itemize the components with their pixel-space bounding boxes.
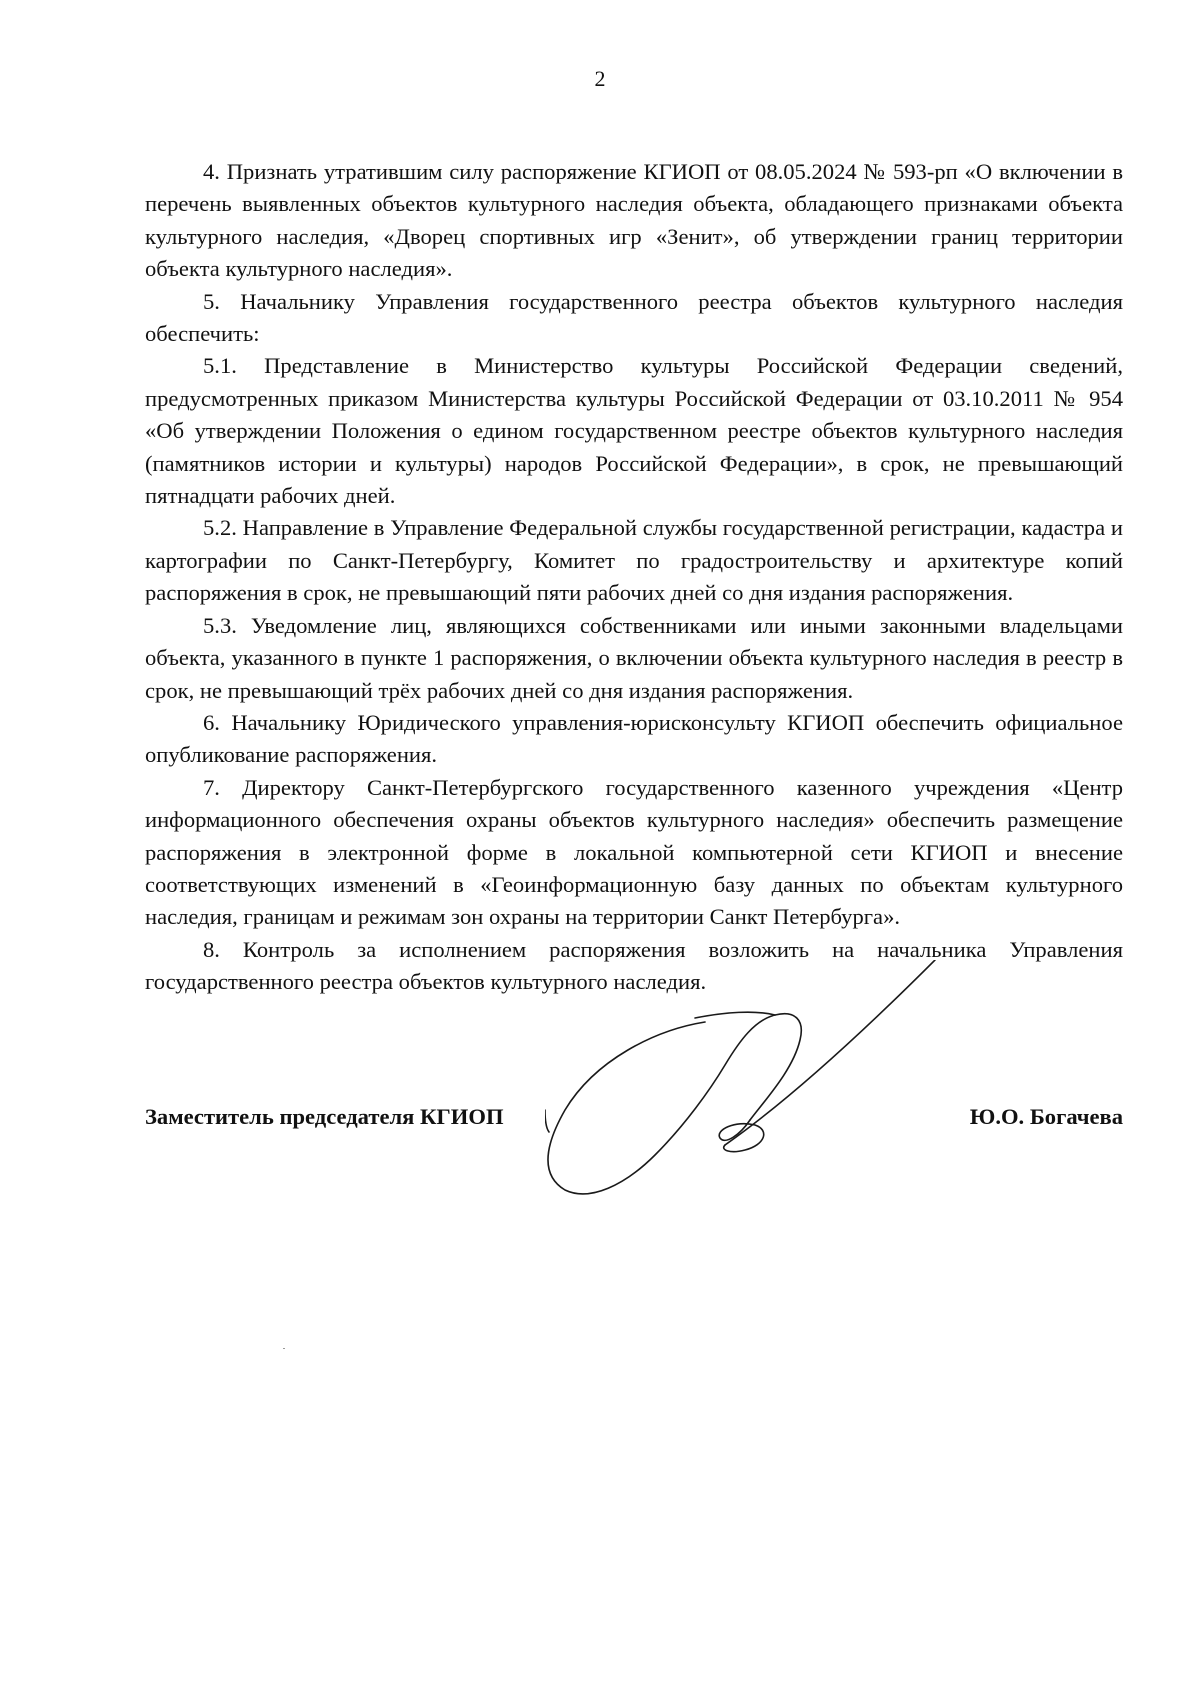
paragraph-5-3: 5.3. Уведомление лиц, являющихся собственниками или иными законными владельцами объекта, указанного в пункте 1 распоряжения, о включении объекта культурного наследия в реестр в срок, не превышающий трёх рабочих дней со дня издания распоряжения. [145,612,1123,703]
paragraph-6: 6. Начальнику Юридического управления-юрисконсульту КГИОП обеспечить официальное опубликование распоряжения. [145,709,1123,768]
handwritten-signature [545,960,945,1205]
paragraph-5-2: 5.2. Направление в Управление Федеральной службы государственной регистрации, кадастра и картографии по Санкт-Петербургу, Комитет по градостроительству и архитектуре копий распоряжения в срок, не превышающий пяти рабочих дней со дня издания распоряжения. [145,515,1123,606]
page-number: 2 [594,66,606,91]
paragraph-5: 5. Начальнику Управления государственного реестра объектов культурного наследия обеспечить: [145,288,1123,347]
scan-speck [283,1348,285,1349]
paragraph-4: 4. Признать утратившим силу распоряжение КГИОП от 08.05.2024 № 593-рп «О включении в перечень выявленных объектов культурного наследия объекта, обладающего признаками объекта культурного наследия, «Дворец спортивных игр «Зенит», об утверждении границ территории объекта культурного наследия». [145,159,1123,282]
signatory-name: Ю.О. Богачева [969,1104,1123,1129]
signatory-position: Заместитель председателя КГИОП [145,1104,504,1129]
paragraph-5-1: 5.1. Представление в Министерство культуры Российской Федерации сведений, предусмотренных приказом Министерства культуры Российской Федерации от 03.10.2011 № 954 «Об утверждении Положения о едином государственном реестре объектов культурного наследия (памятников истории и культуры) народов Российской Федерации», в срок, не превышающий пятнадцати рабочих дней. [145,353,1123,509]
paragraph-8: 8. Контроль за исполнением распоряжения возложить на начальника Управления государственного реестра объектов культурного наследия. [145,936,1123,995]
paragraph-7: 7. Директору Санкт-Петербургского государственного казенного учреждения «Центр информационного обеспечения охраны объектов культурного наследия» обеспечить размещение распоряжения в электронной форме в локальной компьютерной сети КГИОП и внесение соответствующих изменений в «Геоинформационную базу данных по объектам культурного наследия, границам и режимам зон охраны на территории Санкт Петербурга». [145,774,1123,930]
document-body [145,156,1123,999]
